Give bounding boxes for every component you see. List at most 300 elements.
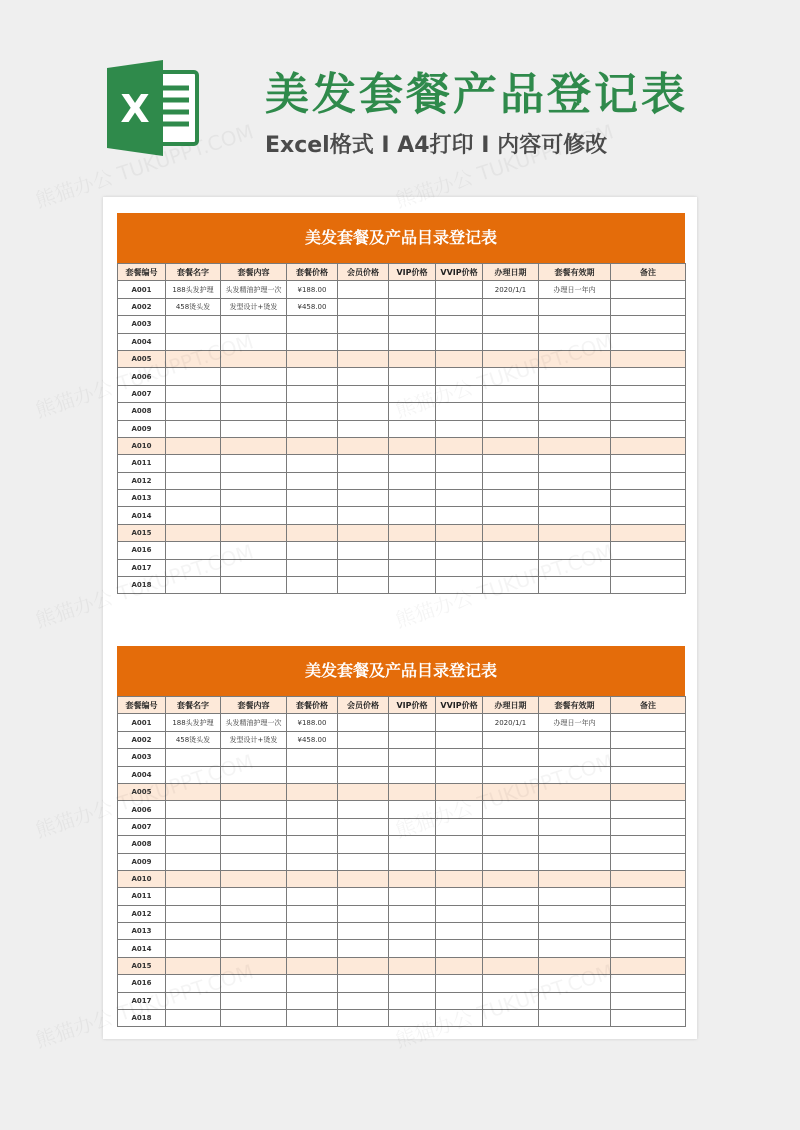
- table-cell[interactable]: [539, 853, 611, 870]
- table-cell[interactable]: [389, 420, 436, 437]
- table-cell[interactable]: [338, 385, 389, 402]
- table-cell[interactable]: [611, 975, 686, 992]
- table-cell[interactable]: [436, 1010, 483, 1027]
- table-cell[interactable]: [338, 281, 389, 298]
- table-cell[interactable]: [611, 542, 686, 559]
- table-cell[interactable]: [287, 888, 338, 905]
- table-cell[interactable]: [166, 420, 221, 437]
- table-cell[interactable]: ¥458.00: [287, 298, 338, 315]
- table-cell[interactable]: [611, 368, 686, 385]
- table-cell[interactable]: [611, 714, 686, 731]
- table-cell[interactable]: [436, 783, 483, 800]
- table-cell[interactable]: [338, 923, 389, 940]
- table-cell[interactable]: [483, 385, 539, 402]
- table-cell[interactable]: [436, 766, 483, 783]
- table-cell[interactable]: [539, 524, 611, 541]
- table-cell[interactable]: [611, 766, 686, 783]
- table-cell[interactable]: [539, 818, 611, 835]
- table-cell[interactable]: [483, 577, 539, 594]
- table-cell[interactable]: [539, 749, 611, 766]
- table-cell[interactable]: [611, 316, 686, 333]
- table-cell[interactable]: [287, 801, 338, 818]
- table-cell[interactable]: [338, 298, 389, 315]
- row-id-cell[interactable]: A001: [118, 281, 166, 298]
- table-cell[interactable]: [539, 801, 611, 818]
- table-cell[interactable]: [221, 368, 287, 385]
- table-cell[interactable]: [221, 577, 287, 594]
- table-cell[interactable]: [436, 420, 483, 437]
- table-cell[interactable]: [389, 298, 436, 315]
- table-cell[interactable]: [436, 316, 483, 333]
- table-cell[interactable]: [483, 783, 539, 800]
- table-cell[interactable]: [221, 923, 287, 940]
- table-cell[interactable]: [166, 368, 221, 385]
- table-cell[interactable]: [389, 888, 436, 905]
- table-cell[interactable]: [389, 350, 436, 367]
- table-cell[interactable]: [287, 853, 338, 870]
- table-cell[interactable]: [166, 490, 221, 507]
- row-id-cell[interactable]: A011: [118, 888, 166, 905]
- table-cell[interactable]: [287, 766, 338, 783]
- table-cell[interactable]: [389, 818, 436, 835]
- table-cell[interactable]: [539, 316, 611, 333]
- table-cell[interactable]: [539, 403, 611, 420]
- table-cell[interactable]: [539, 472, 611, 489]
- table-cell[interactable]: [611, 905, 686, 922]
- row-id-cell[interactable]: A002: [118, 298, 166, 315]
- table-cell[interactable]: [483, 975, 539, 992]
- table-cell[interactable]: [287, 472, 338, 489]
- table-cell[interactable]: [221, 316, 287, 333]
- table-cell[interactable]: [611, 853, 686, 870]
- table-cell[interactable]: [483, 455, 539, 472]
- table-cell[interactable]: 发型设计+烫发: [221, 298, 287, 315]
- table-cell[interactable]: [389, 801, 436, 818]
- table-cell[interactable]: [436, 507, 483, 524]
- table-cell[interactable]: [389, 992, 436, 1009]
- table-cell[interactable]: [166, 940, 221, 957]
- table-cell[interactable]: [287, 350, 338, 367]
- table-cell[interactable]: [166, 766, 221, 783]
- table-cell[interactable]: [338, 836, 389, 853]
- table-cell[interactable]: [166, 818, 221, 835]
- table-cell[interactable]: [436, 975, 483, 992]
- table-cell[interactable]: 办理日一年内: [539, 281, 611, 298]
- table-cell[interactable]: [338, 368, 389, 385]
- table-cell[interactable]: [436, 385, 483, 402]
- table-cell[interactable]: [389, 783, 436, 800]
- table-cell[interactable]: [338, 714, 389, 731]
- table-cell[interactable]: [166, 316, 221, 333]
- table-cell[interactable]: [611, 957, 686, 974]
- table-cell[interactable]: [611, 455, 686, 472]
- table-cell[interactable]: [611, 298, 686, 315]
- table-cell[interactable]: 2020/1/1: [483, 714, 539, 731]
- table-cell[interactable]: [436, 298, 483, 315]
- table-cell[interactable]: [539, 731, 611, 748]
- table-cell[interactable]: [436, 281, 483, 298]
- row-id-cell[interactable]: A006: [118, 368, 166, 385]
- table-cell[interactable]: [611, 490, 686, 507]
- table-cell[interactable]: [389, 975, 436, 992]
- table-cell[interactable]: [483, 333, 539, 350]
- table-cell[interactable]: [338, 507, 389, 524]
- table-cell[interactable]: [338, 420, 389, 437]
- table-cell[interactable]: [389, 524, 436, 541]
- table-cell[interactable]: [611, 577, 686, 594]
- table-cell[interactable]: [166, 870, 221, 887]
- table-cell[interactable]: [611, 385, 686, 402]
- table-cell[interactable]: [539, 368, 611, 385]
- table-cell[interactable]: [436, 559, 483, 576]
- row-id-cell[interactable]: A017: [118, 992, 166, 1009]
- table-cell[interactable]: ¥188.00: [287, 281, 338, 298]
- table-cell[interactable]: [483, 472, 539, 489]
- table-cell[interactable]: [436, 472, 483, 489]
- table-cell[interactable]: [338, 577, 389, 594]
- table-cell[interactable]: [436, 992, 483, 1009]
- table-cell[interactable]: [389, 923, 436, 940]
- table-cell[interactable]: [221, 333, 287, 350]
- table-cell[interactable]: [483, 923, 539, 940]
- table-cell[interactable]: [166, 905, 221, 922]
- table-cell[interactable]: [436, 524, 483, 541]
- table-cell[interactable]: [611, 472, 686, 489]
- table-cell[interactable]: [287, 524, 338, 541]
- table-cell[interactable]: [436, 923, 483, 940]
- table-cell[interactable]: [287, 559, 338, 576]
- table-cell[interactable]: [436, 888, 483, 905]
- table-cell[interactable]: [287, 905, 338, 922]
- table-cell[interactable]: [539, 905, 611, 922]
- table-cell[interactable]: [611, 801, 686, 818]
- table-cell[interactable]: [166, 350, 221, 367]
- table-cell[interactable]: [539, 437, 611, 454]
- row-id-cell[interactable]: A004: [118, 333, 166, 350]
- row-id-cell[interactable]: A015: [118, 524, 166, 541]
- table-cell[interactable]: [611, 940, 686, 957]
- table-cell[interactable]: [338, 316, 389, 333]
- row-id-cell[interactable]: A006: [118, 801, 166, 818]
- table-cell[interactable]: [436, 870, 483, 887]
- table-cell[interactable]: [611, 783, 686, 800]
- row-id-cell[interactable]: A016: [118, 542, 166, 559]
- table-cell[interactable]: [338, 455, 389, 472]
- table-cell[interactable]: [287, 507, 338, 524]
- table-cell[interactable]: [389, 281, 436, 298]
- table-cell[interactable]: [287, 1010, 338, 1027]
- row-id-cell[interactable]: A012: [118, 472, 166, 489]
- row-id-cell[interactable]: A009: [118, 420, 166, 437]
- table-cell[interactable]: [287, 870, 338, 887]
- table-cell[interactable]: [221, 766, 287, 783]
- table-cell[interactable]: [539, 420, 611, 437]
- table-cell[interactable]: [483, 749, 539, 766]
- table-cell[interactable]: [611, 420, 686, 437]
- table-cell[interactable]: [611, 559, 686, 576]
- table-cell[interactable]: [221, 818, 287, 835]
- table-cell[interactable]: [338, 350, 389, 367]
- table-cell[interactable]: [221, 905, 287, 922]
- table-cell[interactable]: [389, 1010, 436, 1027]
- table-cell[interactable]: [338, 524, 389, 541]
- table-cell[interactable]: [539, 836, 611, 853]
- row-id-cell[interactable]: A013: [118, 490, 166, 507]
- row-id-cell[interactable]: A015: [118, 957, 166, 974]
- table-cell[interactable]: [166, 836, 221, 853]
- table-cell[interactable]: [166, 1010, 221, 1027]
- table-cell[interactable]: [539, 577, 611, 594]
- table-cell[interactable]: [539, 385, 611, 402]
- table-cell[interactable]: [221, 888, 287, 905]
- table-cell[interactable]: [338, 472, 389, 489]
- row-id-cell[interactable]: A007: [118, 385, 166, 402]
- table-cell[interactable]: [436, 905, 483, 922]
- table-cell[interactable]: [539, 957, 611, 974]
- table-cell[interactable]: [389, 368, 436, 385]
- table-cell[interactable]: [287, 403, 338, 420]
- table-cell[interactable]: [611, 333, 686, 350]
- table-cell[interactable]: [338, 559, 389, 576]
- row-id-cell[interactable]: A008: [118, 403, 166, 420]
- table-cell[interactable]: [389, 905, 436, 922]
- table-cell[interactable]: [436, 940, 483, 957]
- table-cell[interactable]: [338, 1010, 389, 1027]
- table-cell[interactable]: [483, 437, 539, 454]
- table-cell[interactable]: [436, 577, 483, 594]
- row-id-cell[interactable]: A002: [118, 731, 166, 748]
- table-cell[interactable]: [287, 455, 338, 472]
- table-cell[interactable]: [539, 766, 611, 783]
- table-cell[interactable]: [166, 333, 221, 350]
- table-cell[interactable]: [483, 905, 539, 922]
- table-cell[interactable]: [436, 801, 483, 818]
- table-cell[interactable]: [389, 385, 436, 402]
- table-cell[interactable]: [483, 957, 539, 974]
- table-cell[interactable]: 458烫头发: [166, 298, 221, 315]
- table-cell[interactable]: [338, 853, 389, 870]
- table-cell[interactable]: [221, 992, 287, 1009]
- table-cell[interactable]: [221, 455, 287, 472]
- row-id-cell[interactable]: A003: [118, 316, 166, 333]
- table-cell[interactable]: [166, 975, 221, 992]
- table-cell[interactable]: [436, 957, 483, 974]
- table-cell[interactable]: ¥458.00: [287, 731, 338, 748]
- table-cell[interactable]: [539, 1010, 611, 1027]
- row-id-cell[interactable]: A004: [118, 766, 166, 783]
- table-cell[interactable]: [539, 490, 611, 507]
- table-cell[interactable]: [221, 542, 287, 559]
- table-cell[interactable]: [611, 403, 686, 420]
- table-cell[interactable]: [166, 437, 221, 454]
- table-cell[interactable]: [338, 888, 389, 905]
- table-cell[interactable]: [389, 940, 436, 957]
- table-cell[interactable]: [221, 385, 287, 402]
- table-cell[interactable]: [389, 333, 436, 350]
- table-cell[interactable]: [166, 888, 221, 905]
- row-id-cell[interactable]: A010: [118, 870, 166, 887]
- table-cell[interactable]: [221, 472, 287, 489]
- table-cell[interactable]: [338, 749, 389, 766]
- table-cell[interactable]: [338, 870, 389, 887]
- table-cell[interactable]: [436, 455, 483, 472]
- table-cell[interactable]: [221, 350, 287, 367]
- table-cell[interactable]: [166, 542, 221, 559]
- row-id-cell[interactable]: A017: [118, 559, 166, 576]
- table-cell[interactable]: [436, 350, 483, 367]
- table-cell[interactable]: [287, 542, 338, 559]
- table-cell[interactable]: [166, 801, 221, 818]
- table-cell[interactable]: [539, 923, 611, 940]
- table-cell[interactable]: [338, 905, 389, 922]
- table-cell[interactable]: [483, 870, 539, 887]
- row-id-cell[interactable]: A003: [118, 749, 166, 766]
- table-cell[interactable]: [483, 1010, 539, 1027]
- table-cell[interactable]: [436, 731, 483, 748]
- table-cell[interactable]: [483, 403, 539, 420]
- table-cell[interactable]: [483, 853, 539, 870]
- row-id-cell[interactable]: A016: [118, 975, 166, 992]
- table-cell[interactable]: [483, 524, 539, 541]
- table-cell[interactable]: [611, 923, 686, 940]
- table-cell[interactable]: [483, 507, 539, 524]
- table-cell[interactable]: [221, 420, 287, 437]
- table-cell[interactable]: [287, 490, 338, 507]
- table-cell[interactable]: [287, 368, 338, 385]
- table-cell[interactable]: [483, 940, 539, 957]
- table-cell[interactable]: [338, 542, 389, 559]
- table-cell[interactable]: [436, 749, 483, 766]
- table-cell[interactable]: [221, 870, 287, 887]
- row-id-cell[interactable]: A005: [118, 783, 166, 800]
- table-cell[interactable]: [389, 957, 436, 974]
- table-cell[interactable]: [483, 731, 539, 748]
- table-cell[interactable]: [221, 1010, 287, 1027]
- row-id-cell[interactable]: A009: [118, 853, 166, 870]
- table-cell[interactable]: [338, 940, 389, 957]
- table-cell[interactable]: [221, 957, 287, 974]
- table-cell[interactable]: [221, 490, 287, 507]
- table-cell[interactable]: [287, 316, 338, 333]
- table-cell[interactable]: [483, 542, 539, 559]
- table-cell[interactable]: [287, 818, 338, 835]
- table-cell[interactable]: [539, 333, 611, 350]
- row-id-cell[interactable]: A012: [118, 905, 166, 922]
- table-cell[interactable]: [436, 836, 483, 853]
- table-cell[interactable]: [539, 507, 611, 524]
- table-cell[interactable]: [287, 577, 338, 594]
- table-cell[interactable]: [338, 818, 389, 835]
- table-cell[interactable]: [611, 836, 686, 853]
- table-cell[interactable]: [389, 766, 436, 783]
- table-cell[interactable]: ¥188.00: [287, 714, 338, 731]
- table-cell[interactable]: [483, 368, 539, 385]
- table-cell[interactable]: [539, 783, 611, 800]
- table-cell[interactable]: [611, 524, 686, 541]
- table-cell[interactable]: [389, 577, 436, 594]
- table-cell[interactable]: [221, 836, 287, 853]
- row-id-cell[interactable]: A013: [118, 923, 166, 940]
- table-cell[interactable]: [611, 749, 686, 766]
- row-id-cell[interactable]: A018: [118, 577, 166, 594]
- table-cell[interactable]: [483, 420, 539, 437]
- table-cell[interactable]: [611, 507, 686, 524]
- table-cell[interactable]: [389, 836, 436, 853]
- table-cell[interactable]: [221, 403, 287, 420]
- table-cell[interactable]: [338, 403, 389, 420]
- table-cell[interactable]: [287, 975, 338, 992]
- table-cell[interactable]: [287, 333, 338, 350]
- table-cell[interactable]: 458烫头发: [166, 731, 221, 748]
- table-cell[interactable]: [436, 368, 483, 385]
- table-cell[interactable]: [166, 957, 221, 974]
- table-cell[interactable]: [389, 316, 436, 333]
- table-cell[interactable]: [483, 298, 539, 315]
- table-cell[interactable]: [389, 490, 436, 507]
- table-cell[interactable]: [436, 818, 483, 835]
- table-cell[interactable]: [221, 749, 287, 766]
- row-id-cell[interactable]: A014: [118, 507, 166, 524]
- row-id-cell[interactable]: A018: [118, 1010, 166, 1027]
- table-cell[interactable]: [483, 818, 539, 835]
- table-cell[interactable]: [436, 333, 483, 350]
- table-cell[interactable]: [166, 403, 221, 420]
- table-cell[interactable]: [611, 818, 686, 835]
- table-cell[interactable]: [389, 714, 436, 731]
- table-cell[interactable]: [287, 783, 338, 800]
- table-cell[interactable]: [539, 992, 611, 1009]
- table-cell[interactable]: [166, 749, 221, 766]
- table-cell[interactable]: [221, 783, 287, 800]
- row-id-cell[interactable]: A001: [118, 714, 166, 731]
- table-cell[interactable]: 发型设计+烫发: [221, 731, 287, 748]
- table-cell[interactable]: [166, 455, 221, 472]
- table-cell[interactable]: [338, 731, 389, 748]
- table-cell[interactable]: [166, 472, 221, 489]
- table-cell[interactable]: [338, 975, 389, 992]
- table-cell[interactable]: [338, 801, 389, 818]
- table-cell[interactable]: [338, 490, 389, 507]
- table-cell[interactable]: 办理日一年内: [539, 714, 611, 731]
- table-cell[interactable]: [389, 749, 436, 766]
- table-cell[interactable]: [287, 940, 338, 957]
- table-cell[interactable]: [483, 316, 539, 333]
- table-cell[interactable]: [389, 507, 436, 524]
- table-cell[interactable]: [539, 559, 611, 576]
- table-cell[interactable]: [221, 559, 287, 576]
- table-cell[interactable]: [287, 923, 338, 940]
- table-cell[interactable]: [539, 870, 611, 887]
- table-cell[interactable]: [539, 542, 611, 559]
- table-cell[interactable]: [539, 975, 611, 992]
- table-cell[interactable]: [287, 385, 338, 402]
- table-cell[interactable]: [483, 559, 539, 576]
- table-cell[interactable]: [287, 749, 338, 766]
- table-cell[interactable]: [611, 437, 686, 454]
- table-cell[interactable]: [166, 577, 221, 594]
- table-cell[interactable]: [389, 455, 436, 472]
- table-cell[interactable]: [483, 888, 539, 905]
- table-cell[interactable]: [611, 870, 686, 887]
- table-cell[interactable]: [436, 403, 483, 420]
- table-cell[interactable]: [221, 940, 287, 957]
- table-cell[interactable]: [389, 542, 436, 559]
- row-id-cell[interactable]: A011: [118, 455, 166, 472]
- table-cell[interactable]: [389, 403, 436, 420]
- table-cell[interactable]: [166, 992, 221, 1009]
- table-cell[interactable]: [287, 437, 338, 454]
- table-cell[interactable]: [287, 420, 338, 437]
